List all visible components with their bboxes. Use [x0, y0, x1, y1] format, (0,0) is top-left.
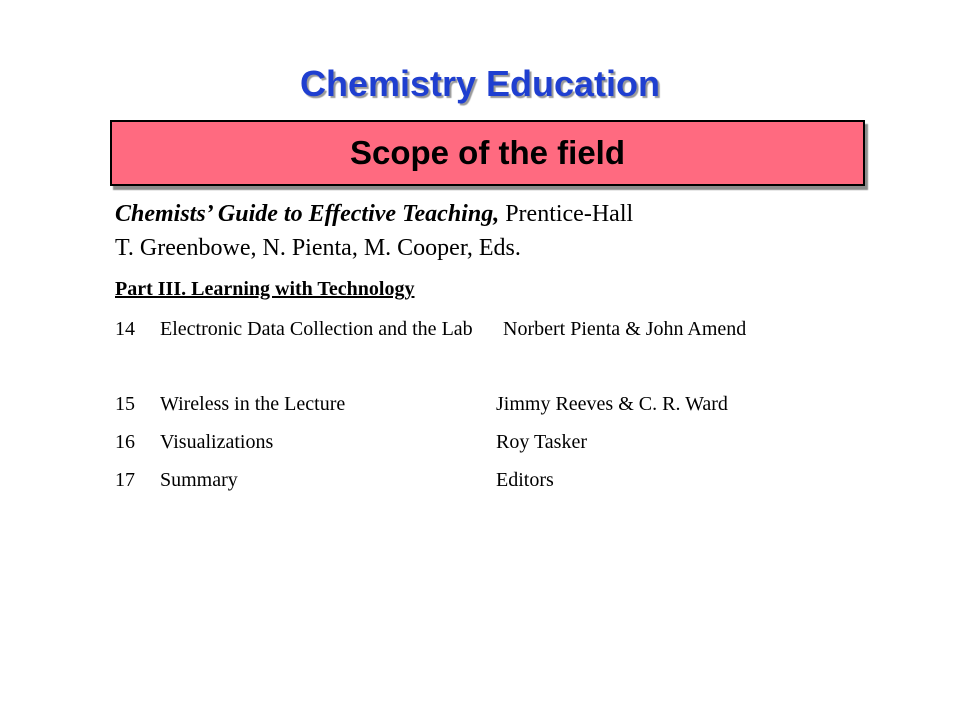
chapter-list: [115, 314, 875, 503]
chapter-authors: Norbert Pienta & John Amend: [503, 318, 747, 340]
publisher: Prentice-Hall: [499, 201, 634, 227]
chapter-row: [115, 427, 875, 465]
chapter-authors: Roy Tasker: [496, 431, 587, 453]
chapter-row: [115, 389, 875, 427]
chapter-number: 16: [115, 431, 135, 453]
subtitle-text: Scope of the field: [349, 134, 626, 171]
chapter-number: 15: [115, 393, 135, 415]
part-heading: Part III. Learning with Technology: [115, 278, 415, 300]
chapter-authors: Editors: [496, 469, 554, 491]
chapter-authors: Jimmy Reeves & C. R. Ward: [496, 393, 728, 415]
editors: T. Greenbowe, N. Pienta, M. Cooper, Eds.: [115, 235, 521, 261]
chapter-title: Summary: [160, 469, 238, 491]
chapter-row: [115, 465, 875, 503]
chapter-row: [115, 314, 875, 389]
book-title: Chemists’ Guide to Effective Teaching,: [115, 201, 500, 227]
chapter-title: Electronic Data Collection and the Lab: [160, 318, 473, 340]
citation-line-1: [115, 197, 895, 231]
subtitle-banner: [110, 120, 865, 186]
book-citation: [115, 197, 895, 265]
chapter-title: Wireless in the Lecture: [160, 393, 346, 415]
chapter-title: Visualizations: [160, 431, 274, 453]
chapter-number: 14: [115, 318, 135, 340]
slide-title: Chemistry Education: [299, 63, 661, 104]
chapter-number: 17: [115, 469, 135, 491]
